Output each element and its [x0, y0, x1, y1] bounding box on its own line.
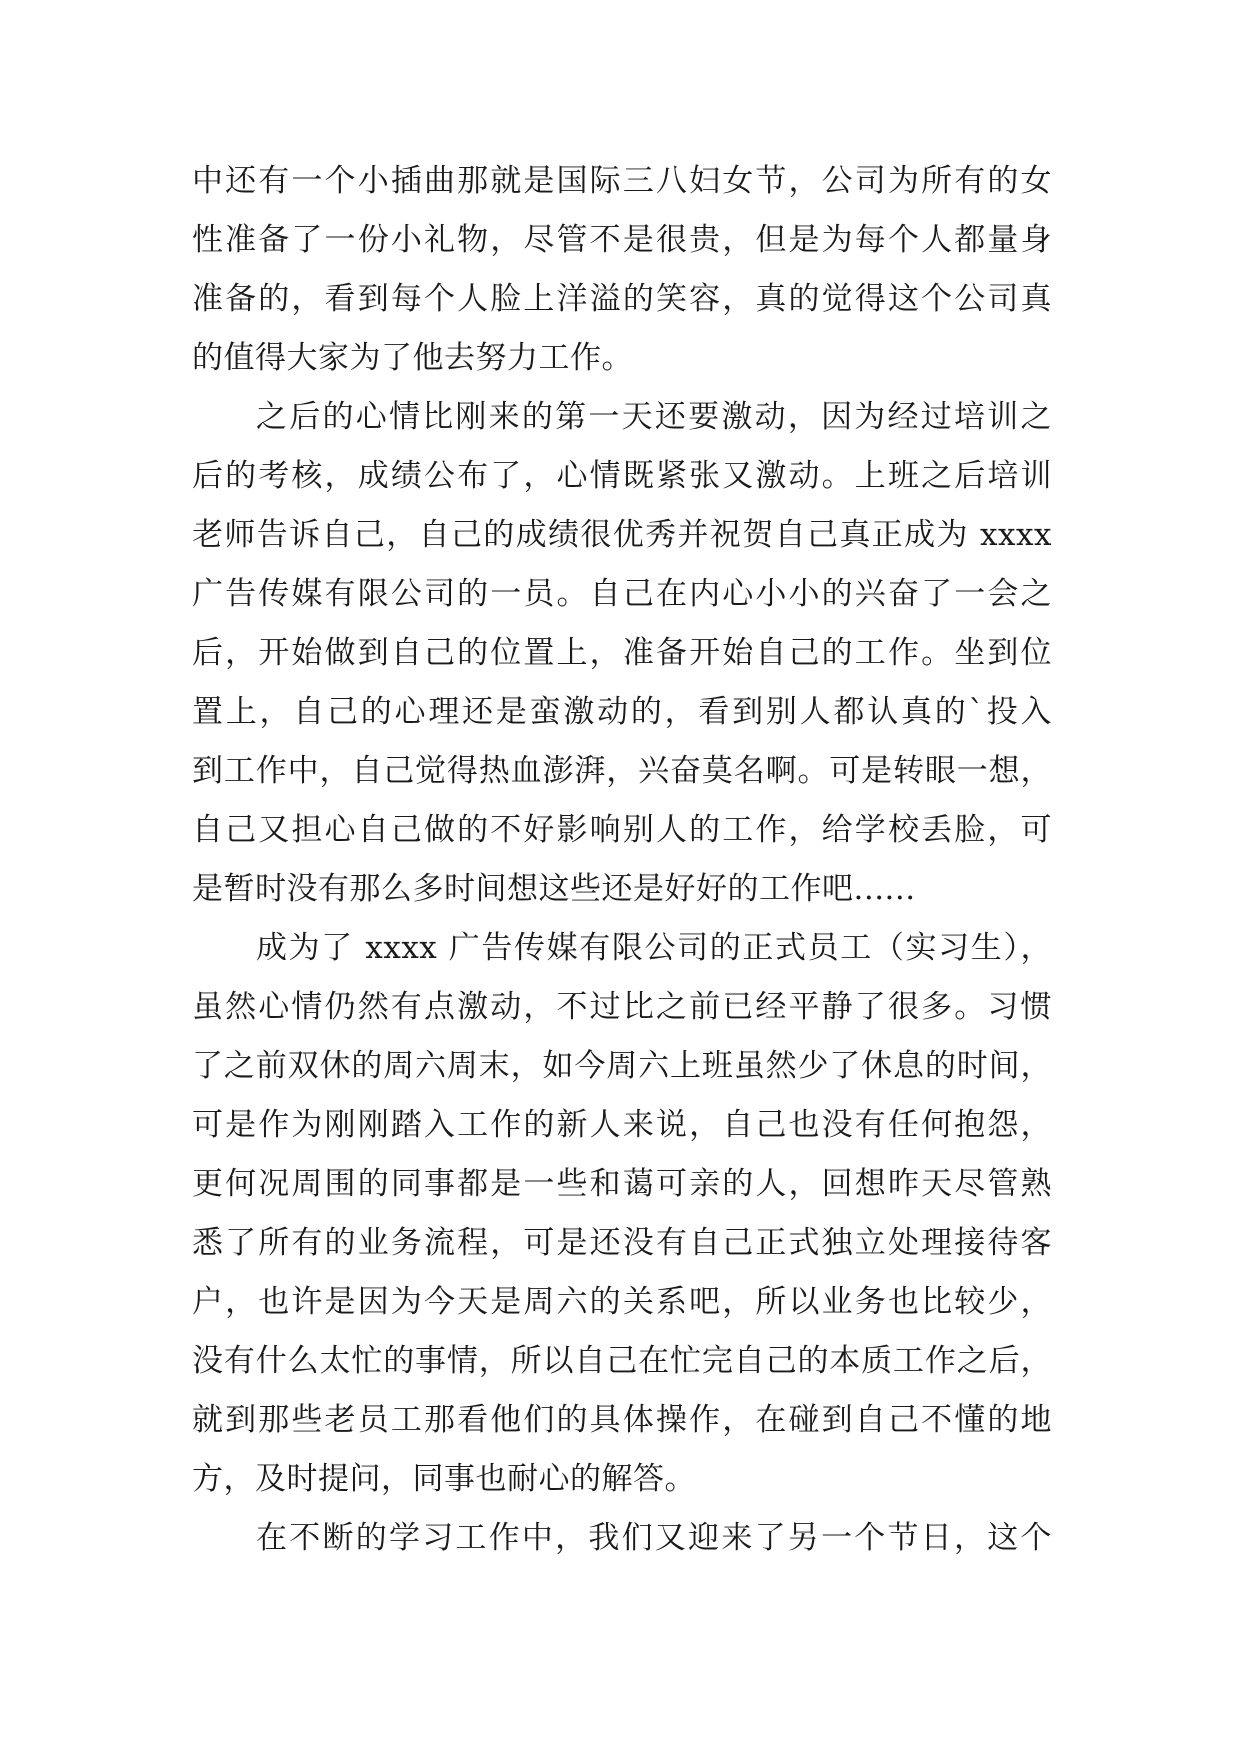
text-line: 准备的，看到每个人脸上洋溢的笑容，真的觉得这个公司真 [192, 281, 1052, 317]
text-line: 了之前双休的周六周末，如今周六上班虽然少了休息的时间， [192, 1048, 1052, 1084]
text-line: 可是作为刚刚踏入工作的新人来说，自己也没有任何抱怨， [192, 1107, 1052, 1143]
text-line: 在不断的学习工作中，我们又迎来了另一个节日，这个 [256, 1520, 1052, 1556]
text-line: 到工作中，自己觉得热血澎湃，兴奋莫名啊。可是转眼一想， [192, 753, 1052, 789]
paragraph [192, 919, 1052, 1509]
body-text [192, 152, 1052, 1568]
text-line: 户，也许是因为今天是周六的关系吧，所以业务也比较少， [192, 1284, 1052, 1320]
text-line: 成为了 xxxx 广告传媒有限公司的正式员工（实习生）， [256, 930, 1052, 966]
paragraph [192, 1509, 1052, 1568]
text-line: 后的考核，成绩公布了，心情既紧张又激动。上班之后培训 [192, 458, 1052, 494]
text-line: 广告传媒有限公司的一员。自己在内心小小的兴奋了一会之 [192, 576, 1052, 612]
paragraph [192, 388, 1052, 919]
paragraph [192, 152, 1052, 388]
text-line: 就到那些老员工那看他们的具体操作，在碰到自己不懂的地 [192, 1402, 1052, 1438]
text-line: 更何况周围的同事都是一些和蔼可亲的人，回想昨天尽管熟 [192, 1166, 1052, 1202]
text-line: 方，及时提问，同事也耐心的解答。 [192, 1461, 696, 1497]
text-line: 虽然心情仍然有点激动，不过比之前已经平静了很多。习惯 [192, 989, 1052, 1025]
text-line: 置上，自己的心理还是蛮激动的，看到别人都认真的`投入 [192, 694, 1052, 730]
text-line: 性准备了一份小礼物，尽管不是很贵，但是为每个人都量身 [192, 222, 1052, 258]
text-line: 的值得大家为了他去努力工作。 [192, 340, 633, 376]
text-line: 是暂时没有那么多时间想这些还是好好的工作吧...... [192, 871, 916, 907]
text-line: 没有什么太忙的事情，所以自己在忙完自己的本质工作之后， [192, 1343, 1052, 1379]
text-line: 之后的心情比刚来的第一天还要激动，因为经过培训之 [256, 399, 1052, 435]
text-line: 悉了所有的业务流程，可是还没有自己正式独立处理接待客 [192, 1225, 1052, 1261]
text-line: 中还有一个小插曲那就是国际三八妇女节，公司为所有的女 [192, 163, 1052, 199]
text-line: 老师告诉自己，自己的成绩很优秀并祝贺自己真正成为 xxxx [192, 517, 1052, 553]
text-line: 自己又担心自己做的不好影响别人的工作，给学校丢脸，可 [192, 812, 1052, 848]
text-line: 后，开始做到自己的位置上，准备开始自己的工作。坐到位 [192, 635, 1052, 671]
